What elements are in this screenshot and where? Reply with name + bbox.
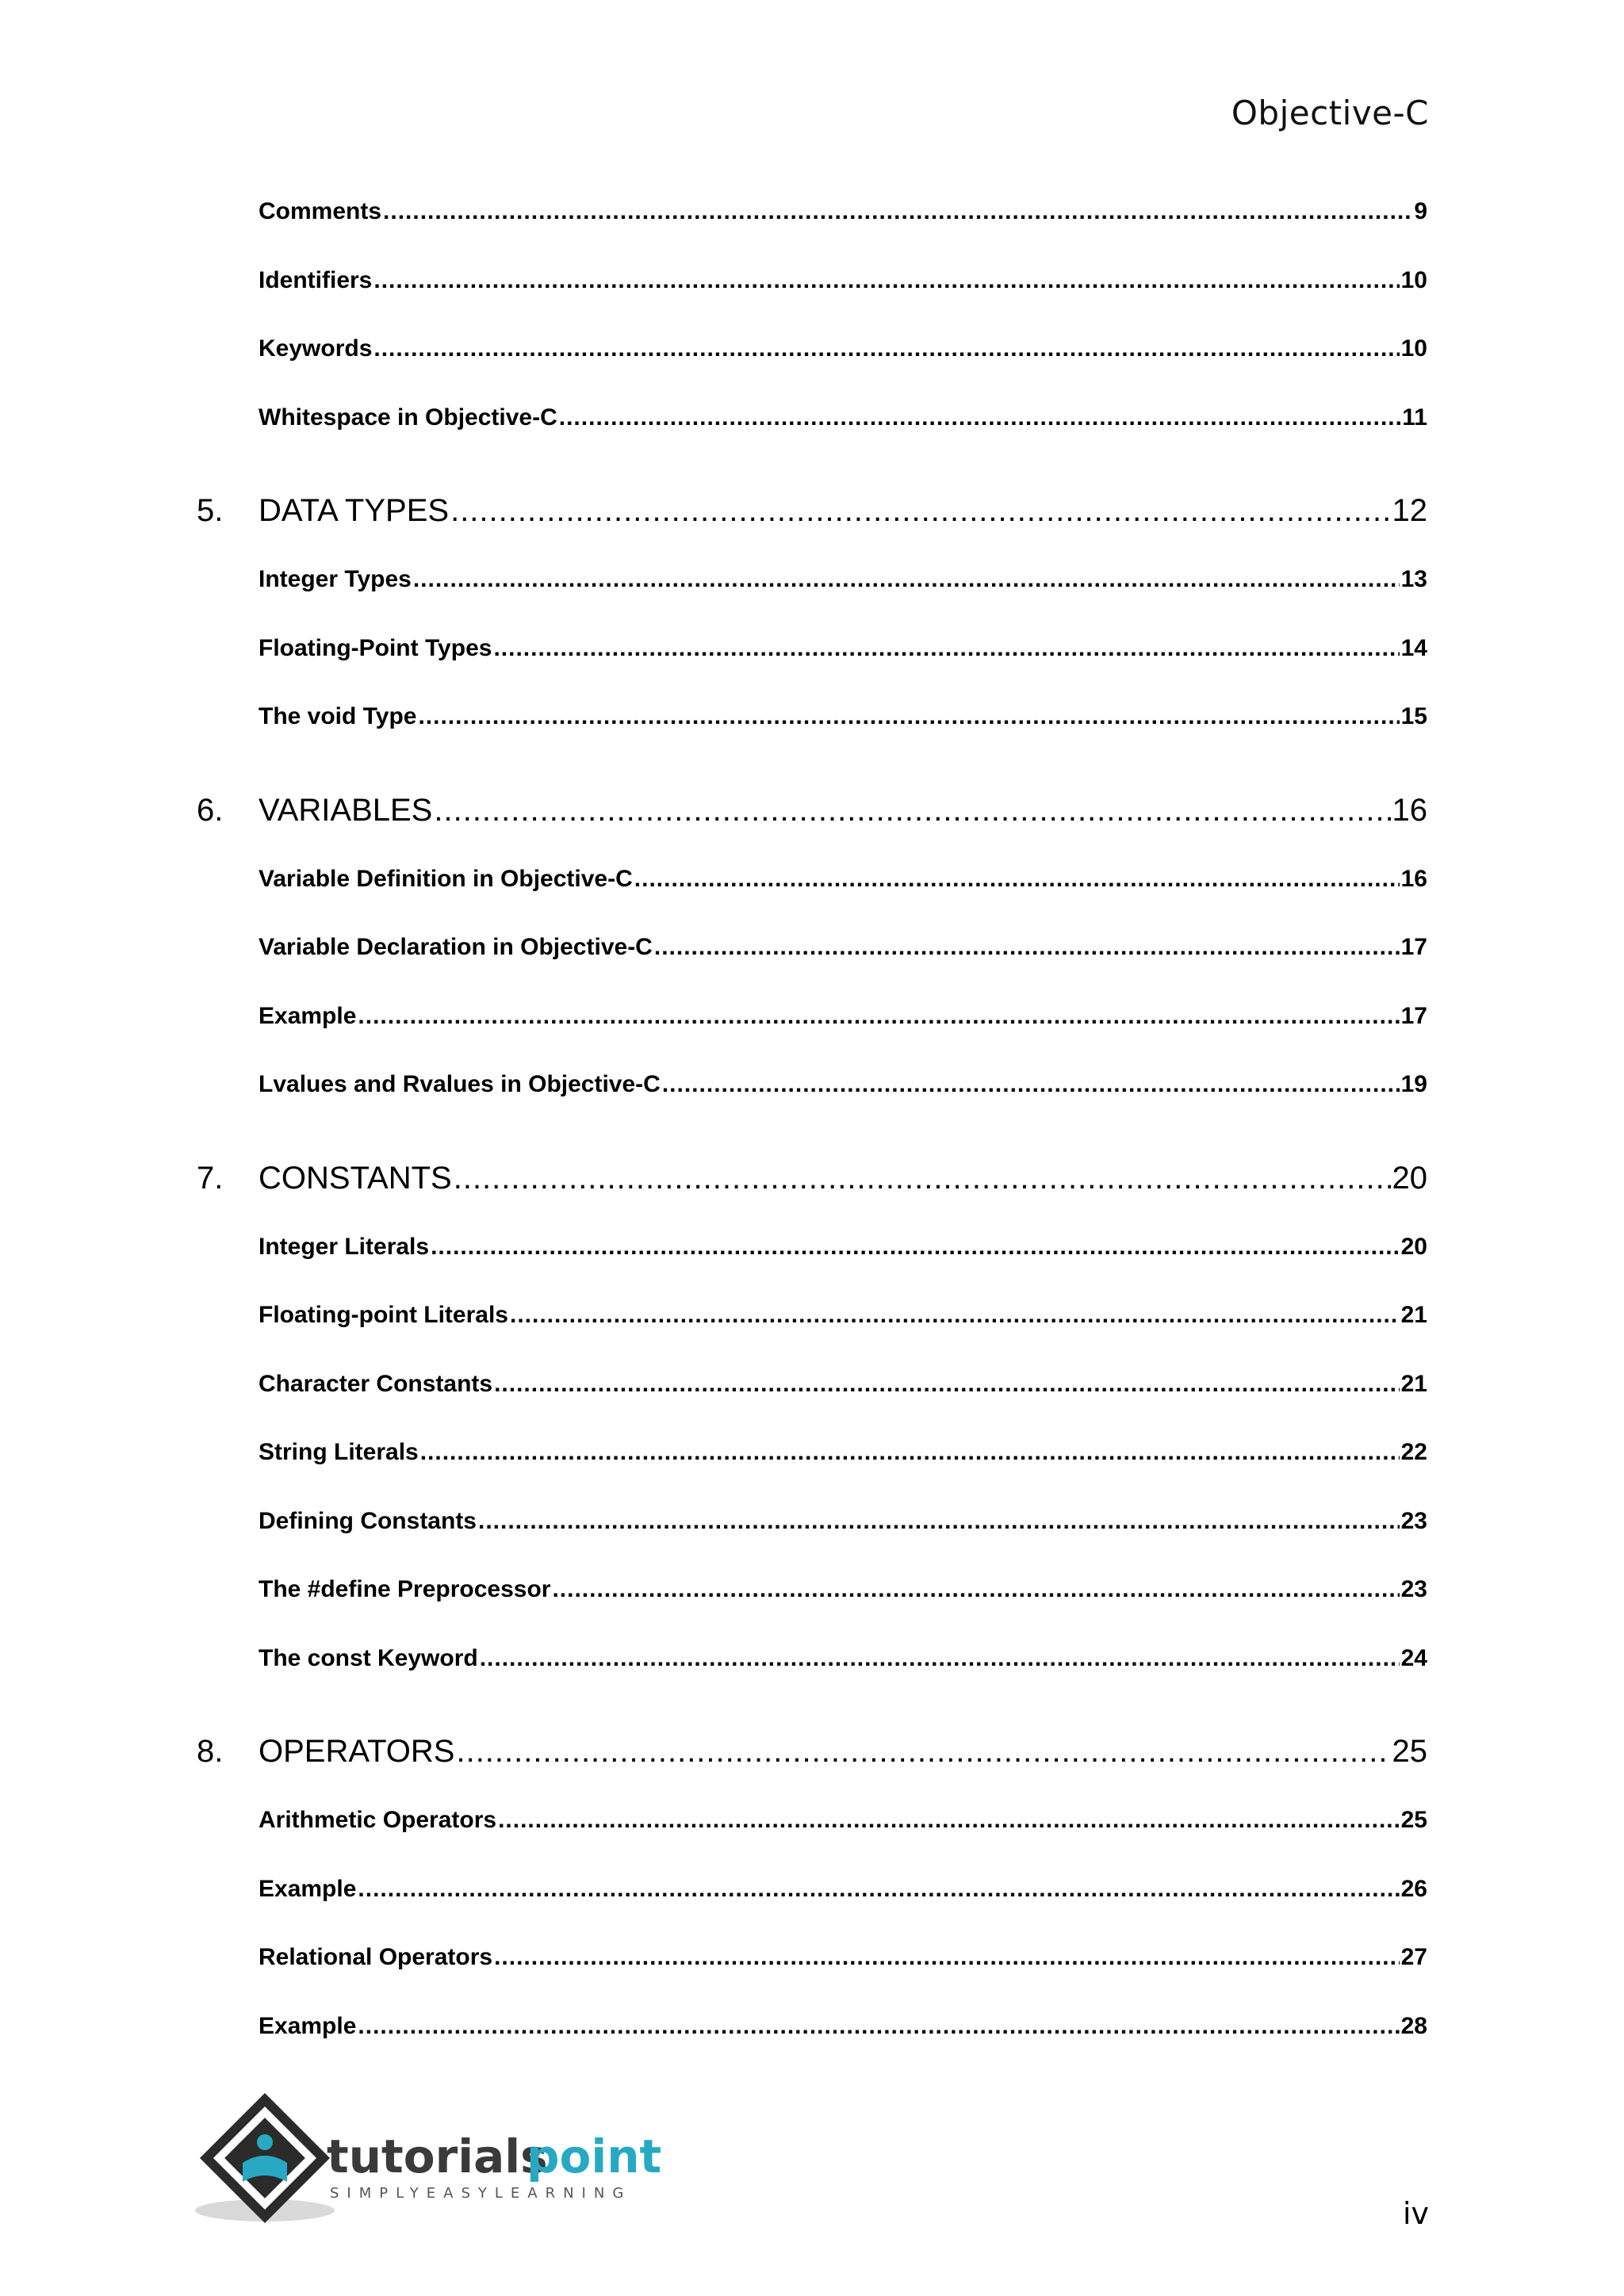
toc-entry-title: VARIABLES [259, 792, 433, 828]
toc-chapter-entry[interactable] [197, 1734, 1427, 1775]
toc-page-number: 11 [1402, 404, 1427, 430]
toc-entry-title: Example [259, 2012, 357, 2039]
toc-page-number: 25 [1400, 1807, 1427, 1833]
svg-text:SIMPLYEASYLEARNING: SIMPLYEASYLEARNING [330, 2185, 632, 2202]
toc-page-number: 20 [1400, 1233, 1427, 1260]
toc-entry-title: Example [259, 1002, 357, 1029]
dot-leader [383, 198, 1412, 225]
toc-page-number: 19 [1400, 1071, 1427, 1097]
toc-entry-title: Keywords [259, 335, 373, 362]
toc-entry-title: Defining Constants [259, 1507, 477, 1534]
dot-leader [498, 1807, 1400, 1834]
toc-chapter-entry[interactable] [197, 793, 1427, 834]
dot-leader [454, 1161, 1391, 1196]
toc-page-number: 10 [1400, 335, 1427, 362]
toc-entry-title: Variable Definition in Objective-C [259, 865, 633, 892]
toc-page-number: 28 [1400, 2012, 1427, 2039]
dot-leader [420, 1439, 1400, 1466]
toc-section-entry[interactable] [259, 1576, 1427, 1608]
toc-page-number: 17 [1400, 934, 1427, 960]
dot-leader [662, 1071, 1400, 1098]
dot-leader [434, 793, 1390, 828]
toc-entry-title: Lvalues and Rvalues in Objective-C [259, 1071, 661, 1097]
toc-entry-title: Integer Literals [259, 1233, 430, 1260]
tutorialspoint-logo [193, 2093, 669, 2228]
chapter-number: 5. [197, 493, 224, 528]
dot-leader [494, 1944, 1400, 1971]
toc-page-number: 25 [1392, 1734, 1427, 1769]
toc-page-number: 17 [1400, 1002, 1427, 1029]
toc-section-entry[interactable] [259, 2013, 1427, 2045]
toc-page-number: 15 [1400, 703, 1427, 729]
page-number: iv [1402, 2196, 1429, 2231]
dot-leader [559, 404, 1401, 431]
chapter-number: 6. [197, 792, 224, 828]
toc-page-number: 14 [1400, 634, 1427, 661]
toc-section-entry[interactable] [259, 198, 1427, 230]
toc-section-entry[interactable] [259, 1371, 1427, 1402]
toc-page-number: 16 [1392, 792, 1427, 828]
toc-section-entry[interactable] [259, 404, 1427, 436]
toc-section-entry[interactable] [259, 866, 1427, 897]
toc-section-entry[interactable] [259, 635, 1427, 667]
toc-entry-title: Integer Types [259, 566, 412, 592]
toc-entry-title: Arithmetic Operators [259, 1807, 497, 1833]
toc-entry-title: Identifiers [259, 266, 373, 293]
dot-leader [494, 1371, 1400, 1398]
chapter-number: 8. [197, 1734, 224, 1769]
dot-leader [456, 1734, 1390, 1770]
dot-leader [480, 1645, 1400, 1672]
dot-leader [450, 493, 1390, 529]
toc-entry-title: The const Keyword [259, 1644, 478, 1671]
toc-page-number: 21 [1400, 1370, 1427, 1397]
toc-entry-title: CONSTANTS [259, 1160, 452, 1196]
toc-page-number: 22 [1400, 1439, 1427, 1465]
dot-leader [358, 2013, 1399, 2040]
dot-leader [358, 1876, 1399, 1903]
dot-leader [552, 1576, 1399, 1603]
toc-section-entry[interactable] [259, 934, 1427, 966]
running-header: Objective-C [1231, 94, 1429, 132]
svg-text:tutorials: tutorials [327, 2130, 548, 2183]
dot-leader [431, 1234, 1400, 1261]
dot-leader [634, 866, 1400, 893]
toc-entry-title: DATA TYPES [259, 493, 450, 528]
toc-section-entry[interactable] [259, 1234, 1427, 1265]
toc-section-entry[interactable] [259, 1645, 1427, 1677]
toc-section-entry[interactable] [259, 1003, 1427, 1035]
toc-chapter-entry[interactable] [197, 1161, 1427, 1202]
toc-page-number: 16 [1400, 865, 1427, 892]
dot-leader [373, 267, 1399, 294]
toc-page-number: 26 [1400, 1875, 1427, 1902]
toc-section-entry[interactable] [259, 1508, 1427, 1540]
dot-leader [510, 1302, 1400, 1329]
dot-leader [373, 335, 1399, 362]
toc-section-entry[interactable] [259, 703, 1427, 735]
toc-section-entry[interactable] [259, 1071, 1427, 1103]
toc-entry-title: Character Constants [259, 1370, 493, 1397]
dot-leader [493, 635, 1399, 662]
toc-page-number: 10 [1400, 266, 1427, 293]
toc-entry-title: Floating-point Literals [259, 1302, 508, 1328]
toc-section-entry[interactable] [259, 1302, 1427, 1334]
svg-text:point: point [527, 2130, 662, 2183]
toc-section-entry[interactable] [259, 1439, 1427, 1471]
dot-leader [478, 1508, 1400, 1535]
toc-page-number: 27 [1400, 1944, 1427, 1970]
toc-entry-title: Comments [259, 198, 382, 224]
toc-entry-title: Floating-Point Types [259, 634, 492, 661]
toc-entry-title: Whitespace in Objective-C [259, 404, 557, 430]
toc-section-entry[interactable] [259, 335, 1427, 367]
toc-entry-title: The void Type [259, 703, 417, 729]
toc-entry-title: The #define Preprocessor [259, 1576, 551, 1602]
dot-leader [654, 934, 1400, 961]
toc-chapter-entry[interactable] [197, 493, 1427, 534]
toc-page-number: 21 [1400, 1302, 1427, 1328]
toc-section-entry[interactable] [259, 566, 1427, 598]
dot-leader [413, 566, 1400, 593]
toc-page-number: 24 [1400, 1644, 1427, 1671]
toc-entry-title: Variable Declaration in Objective-C [259, 934, 653, 960]
toc-entry-title: Relational Operators [259, 1944, 493, 1970]
toc-section-entry[interactable] [259, 1944, 1427, 1976]
toc-page-number: 23 [1400, 1507, 1427, 1534]
toc-page-number: 9 [1414, 198, 1427, 224]
dot-leader [418, 703, 1399, 730]
toc-page-number: 23 [1400, 1576, 1427, 1602]
chapter-number: 7. [197, 1160, 224, 1196]
toc-page-number: 13 [1400, 566, 1427, 592]
toc-page-number: 20 [1392, 1160, 1427, 1196]
toc-entry-title: OPERATORS [259, 1734, 455, 1769]
toc-entry-title: Example [259, 1875, 357, 1902]
toc-section-entry[interactable] [259, 267, 1427, 299]
toc-page-number: 12 [1392, 493, 1427, 528]
dot-leader [358, 1003, 1399, 1030]
toc-section-entry[interactable] [259, 1807, 1427, 1839]
toc-section-entry[interactable] [259, 1876, 1427, 1908]
toc-entry-title: String Literals [259, 1439, 419, 1465]
